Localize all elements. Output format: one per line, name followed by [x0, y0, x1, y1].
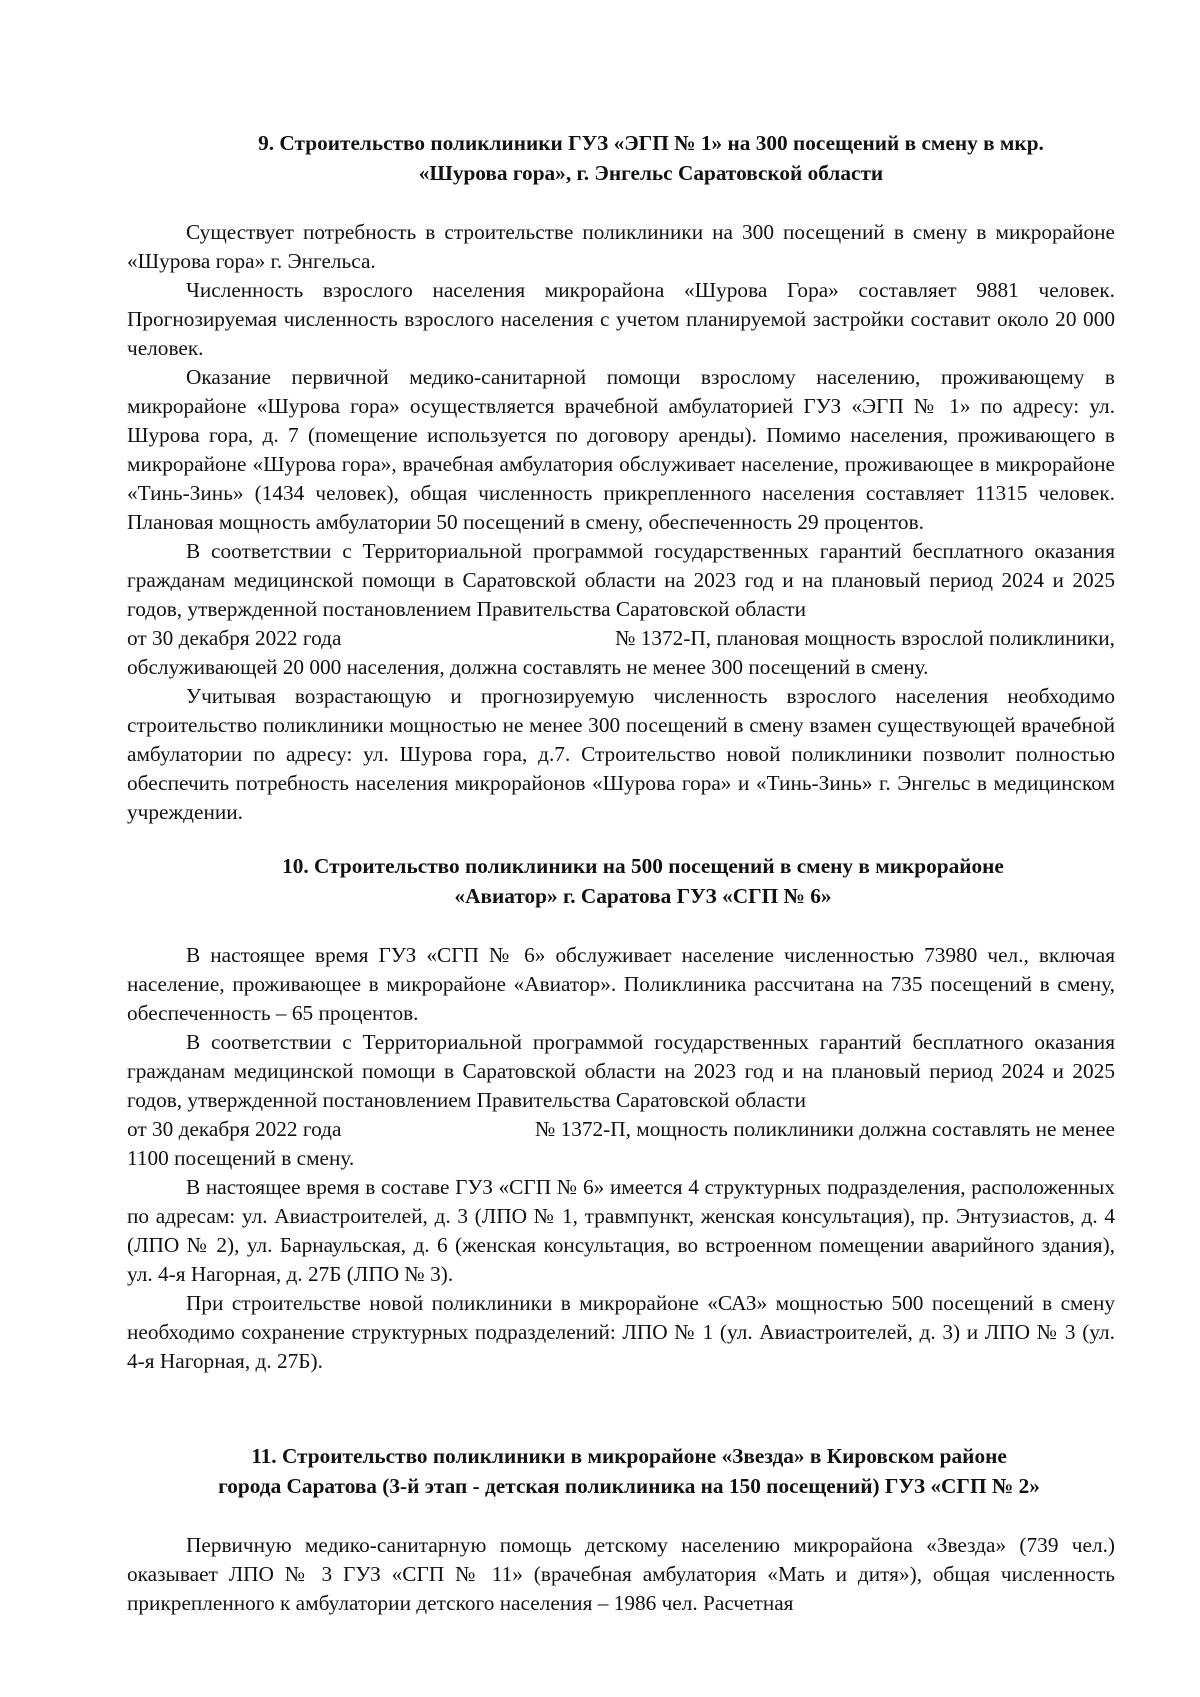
section-11: [127, 1441, 1115, 1618]
section-9-title: [127, 128, 1115, 188]
section-10-title-line1: 10. Строительство поликлиники на 500 посещений в смену в микрорайоне: [282, 854, 1004, 878]
paragraph: обслуживающей 20 000 населения, должна составлять не менее 300 посещений в смену.: [127, 655, 929, 679]
paragraph: Первичную медико-санитарную помощь детскому населению микрорайона «Звезда» (739 чел.) оказывает ЛПО № 3 ГУЗ «СГП № 11» (врачебная амбулатория «Мать и дитя»), общая численность прикрепленного к амбулатории детского населения – 1986 чел. Расчетная: [127, 1533, 1115, 1615]
paragraph: В настоящее время в составе ГУЗ «СГП № 6» имеется 4 структурных подразделения, расположенных по адресам: ул. Авиастроителей, д. 3 (ЛПО № 1, травмпункт, женская консультация), пр. Энтузиастов, д. 4 (ЛПО № 2), ул. Барнаульская, д. 6 (женская консультация, во встроенном помещении аварийного здания), ул. 4-я Нагорная, д. 27Б (ЛПО № 3).: [127, 1175, 1115, 1286]
section-10-title: [127, 851, 1115, 911]
paragraph: В соответствии с Территориальной программой государственных гарантий бесплатного оказания гражданам медицинской помощи в Саратовской области на 2023 год и на плановый период 2024 и 2025 годов, утвержденной постановлением Правительства Саратовской области: [127, 539, 1115, 621]
decree-rest: № 1372-П, плановая мощность взрослой поликлиники,: [615, 626, 1115, 650]
section-9-title-line1: 9. Строительство поликлиники ГУЗ «ЭГП № 1» на 300 посещений в смену в мкр.: [258, 131, 1044, 155]
decree-rest: № 1372-П, мощность поликлиники должна составлять не менее: [534, 1117, 1115, 1141]
decree-date: от 30 декабря 2022 года: [127, 626, 342, 650]
section-10-title-line2: «Авиатор» г. Саратова ГУЗ «СГП № 6»: [454, 884, 832, 908]
paragraph-date-line: [127, 624, 1115, 653]
section-11-title-line1: 11. Строительство поликлиники в микрорайоне «Звезда» в Кировском районе: [251, 1444, 1007, 1468]
decree-date: от 30 декабря 2022 года: [127, 1117, 342, 1141]
paragraph: Существует потребность в строительстве поликлиники на 300 посещений в смену в микрорайоне «Шурова гора» г. Энгельса.: [127, 220, 1115, 273]
paragraph-date-line: [127, 1115, 1115, 1144]
section-9-title-line2: «Шурова гора», г. Энгельс Саратовской области: [418, 161, 884, 185]
paragraph: Оказание первичной медико-санитарной помощи взрослому населению, проживающему в микрорайоне «Шурова гора» осуществляется врачебной амбулаторией ГУЗ «ЭГП № 1» по адресу: ул. Шурова гора, д. 7 (помещение используется по договору аренды). Помимо населения, проживающего в микрорайоне «Шурова гора», врачебная амбулатория обслуживает население, проживающее в микрорайоне «Тинь-Зинь» (1434 человек), общая численность прикрепленного населения составляет 11315 человек. Плановая мощность амбулатории 50 посещений в смену, обеспеченность 29 процентов.: [127, 365, 1115, 534]
paragraph: В соответствии с Территориальной программой государственных гарантий бесплатного оказания гражданам медицинской помощи в Саратовской области на 2023 год и на плановый период 2024 и 2025 годов, утвержденной постановлением Правительства Саратовской области: [127, 1030, 1115, 1112]
paragraph: Численность взрослого населения микрорайона «Шурова Гора» составляет 9881 человек. Прогнозируемая численность взрослого населения с учетом планируемой застройки составит около 20 000 человек.: [127, 278, 1115, 360]
section-9: [127, 128, 1115, 827]
paragraph: В настоящее время ГУЗ «СГП № 6» обслуживает население численностью 73980 чел., включая население, проживающее в микрорайоне «Авиатор». Поликлиника рассчитана на 735 посещений в смену, обеспеченность – 65 процентов.: [127, 943, 1115, 1025]
paragraph: При строительстве новой поликлиники в микрорайоне «САЗ» мощностью 500 посещений в смену необходимо сохранение структурных подразделений: ЛПО № 1 (ул. Авиастроителей, д. 3) и ЛПО № 3 (ул. 4-я Нагорная, д. 27Б).: [127, 1291, 1115, 1373]
paragraph: 1100 посещений в смену.: [127, 1146, 355, 1170]
section-10: [127, 851, 1115, 1376]
section-11-title-line2: города Саратова (3-й этап - детская поликлиника на 150 посещений) ГУЗ «СГП № 2»: [218, 1474, 1040, 1498]
paragraph: Учитывая возрастающую и прогнозируемую численность взрослого населения необходимо строительство поликлиники мощностью не менее 300 посещений в смену взамен существующей врачебной амбулатории по адресу: ул. Шурова гора, д.7. Строительство новой поликлиники позволит полностью обеспечить потребность населения микрорайонов «Шурова гора» и «Тинь-Зинь» г. Энгельс в медицинском учреждении.: [127, 684, 1115, 824]
section-11-title: [127, 1441, 1115, 1501]
